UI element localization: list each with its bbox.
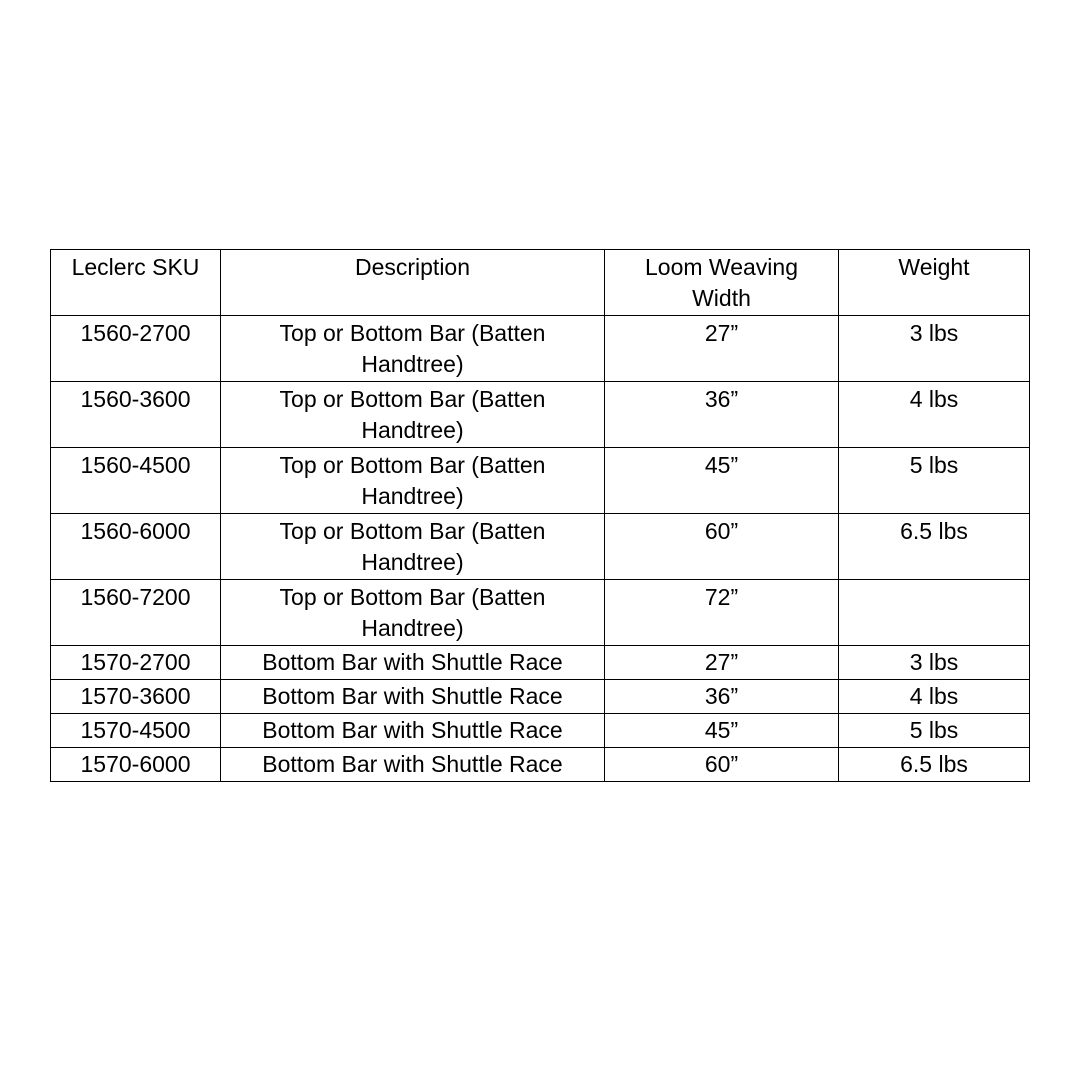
sku-cell: 1560-2700 [51, 316, 221, 382]
weight-cell: 6.5 lbs [839, 514, 1030, 580]
table-row [51, 646, 1030, 680]
weight-cell: 4 lbs [839, 382, 1030, 448]
width-cell: 60” [605, 748, 839, 782]
table-header-row [51, 250, 1030, 316]
width-cell: 27” [605, 316, 839, 382]
description-cell: Top or Bottom Bar (Batten Handtree) [221, 316, 605, 382]
table-row [51, 714, 1030, 748]
weight-cell [839, 580, 1030, 646]
description-cell: Top or Bottom Bar (Batten Handtree) [221, 448, 605, 514]
table-row [51, 748, 1030, 782]
sku-cell: 1560-3600 [51, 382, 221, 448]
header-loom-weaving-width: Loom Weaving Width [605, 250, 839, 316]
weight-cell: 4 lbs [839, 680, 1030, 714]
table-row [51, 580, 1030, 646]
sku-cell: 1560-6000 [51, 514, 221, 580]
weight-cell: 3 lbs [839, 316, 1030, 382]
header-description: Description [221, 250, 605, 316]
description-cell: Top or Bottom Bar (Batten Handtree) [221, 382, 605, 448]
width-cell: 72” [605, 580, 839, 646]
product-table [50, 249, 1030, 782]
sku-cell: 1560-7200 [51, 580, 221, 646]
weight-cell: 5 lbs [839, 714, 1030, 748]
width-cell: 27” [605, 646, 839, 680]
weight-cell: 3 lbs [839, 646, 1030, 680]
table-row [51, 316, 1030, 382]
sku-cell: 1570-4500 [51, 714, 221, 748]
width-cell: 45” [605, 448, 839, 514]
description-cell: Bottom Bar with Shuttle Race [221, 748, 605, 782]
table-row [51, 514, 1030, 580]
width-cell: 36” [605, 382, 839, 448]
width-cell: 60” [605, 514, 839, 580]
description-cell: Bottom Bar with Shuttle Race [221, 646, 605, 680]
product-table-container [50, 249, 1029, 782]
weight-cell: 5 lbs [839, 448, 1030, 514]
table-row [51, 382, 1030, 448]
sku-cell: 1560-4500 [51, 448, 221, 514]
description-cell: Top or Bottom Bar (Batten Handtree) [221, 580, 605, 646]
table-row [51, 680, 1030, 714]
width-cell: 45” [605, 714, 839, 748]
header-weight: Weight [839, 250, 1030, 316]
sku-cell: 1570-6000 [51, 748, 221, 782]
description-cell: Top or Bottom Bar (Batten Handtree) [221, 514, 605, 580]
sku-cell: 1570-2700 [51, 646, 221, 680]
header-sku: Leclerc SKU [51, 250, 221, 316]
description-cell: Bottom Bar with Shuttle Race [221, 714, 605, 748]
description-cell: Bottom Bar with Shuttle Race [221, 680, 605, 714]
sku-cell: 1570-3600 [51, 680, 221, 714]
weight-cell: 6.5 lbs [839, 748, 1030, 782]
table-row [51, 448, 1030, 514]
width-cell: 36” [605, 680, 839, 714]
